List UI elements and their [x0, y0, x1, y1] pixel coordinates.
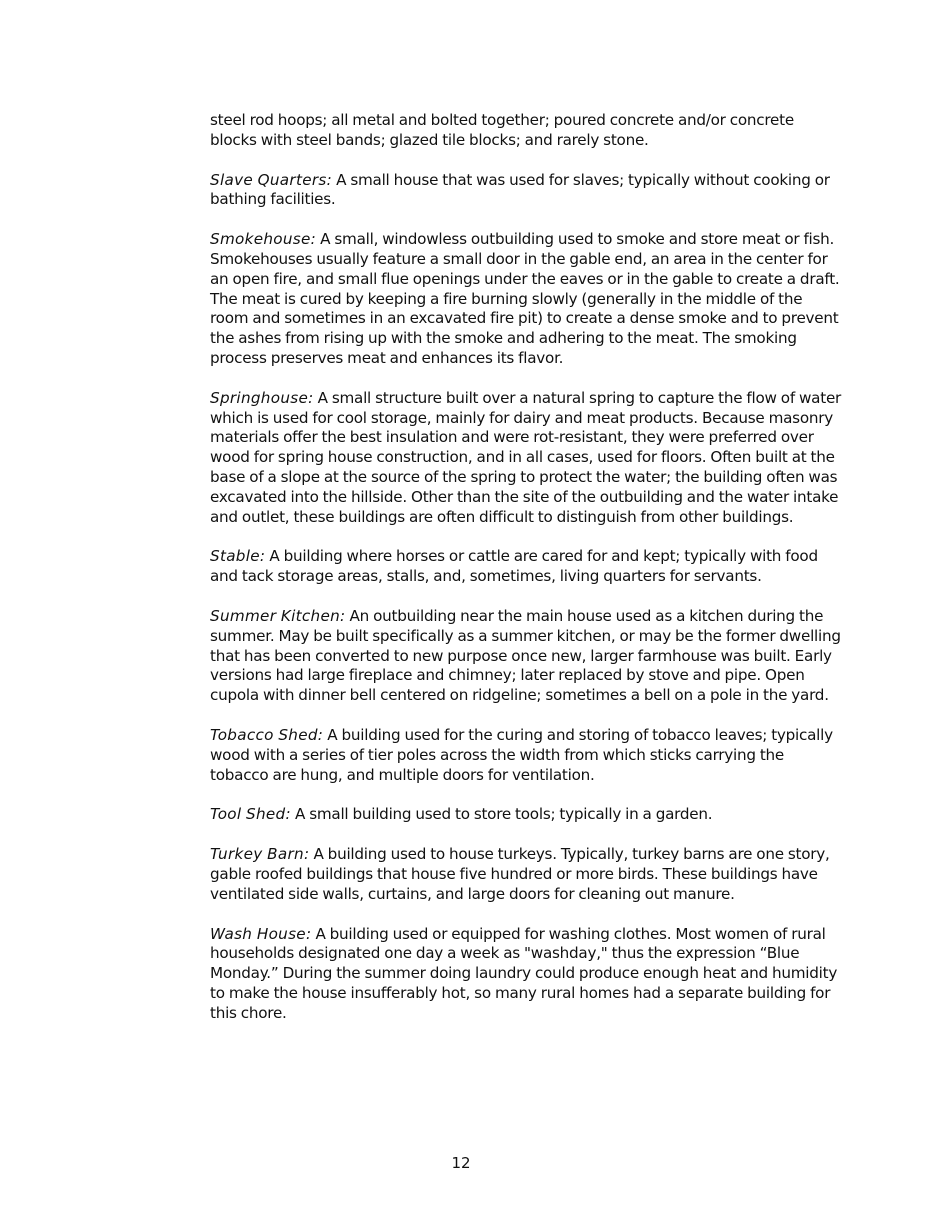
glossary-term: Slave Quarters: [210, 170, 333, 189]
glossary-term: Summer Kitchen: [210, 606, 346, 625]
glossary-entry-tobacco-shed [210, 726, 842, 785]
glossary-entry-tool-shed [210, 805, 842, 825]
intro-paragraph: steel rod hoops; all metal and bolted together; poured concrete and/or concrete blocks with steel bands; glazed tile blocks; and rarely stone. [210, 111, 794, 149]
glossary-definition: A small house that was used for slaves; typically without cooking or bathing facilities. [210, 170, 830, 209]
page-body [210, 111, 842, 1043]
glossary-term: Stable: [210, 547, 266, 566]
glossary-definition: An outbuilding near the main house used as a kitchen during the summer. May be built specifically as a summer kitchen, or may be the former dwelling that has been converted to new purpose once new, larger farmhouse was built. Early versions had large fireplace and chimney; later replaced by stove and pipe. Open cupola with dinner bell centered on ridgeline; sometimes a bell on a pole in the yard. [210, 606, 841, 705]
glossary-entry-slave-quarters [210, 171, 842, 211]
glossary-definition: A building used or equipped for washing clothes. Most women of rural households designated one day a week as "washday," thus the expression “Blue Monday.” During the summer doing laundry could produce enough heat and humidity to make the house insufferably hot, so many rural homes had a separate building for this chore. [210, 924, 838, 1022]
glossary-entry-springhouse [210, 389, 842, 528]
glossary-term: Turkey Barn: [210, 845, 310, 864]
glossary-definition: A small, windowless outbuilding used to smoke and store meat or fish. Smokehouses usually feature a small door in the gable end, an area in the center for an open fire, and small flue openings under the eaves or in the gable to create a draft. The meat is cured by keeping a fire burning slowly (generally in the middle of the room and sometimes in an excavated fire pit) to create a dense smoke and to prevent the ashes from rising up with the smoke and adhering to the meat. The smoking process preserves meat and enhances its flavor. [210, 230, 840, 367]
glossary-term: Wash House: [210, 924, 312, 943]
glossary-entry-turkey-barn [210, 845, 842, 904]
glossary-entry-wash-house [210, 925, 842, 1024]
glossary-definition: A building used to house turkeys. Typically, turkey barns are one story, gable roofed buildings that house five hundred or more birds. These buildings have ventilated side walls, curtains, and large doors for cleaning out manure. [210, 845, 830, 903]
glossary-entry-summer-kitchen [210, 607, 842, 706]
page-number: 12 [451, 1154, 471, 1172]
glossary-definition: A small structure built over a natural spring to capture the flow of water which is used for cool storage, mainly for dairy and meat products. Because masonry materials offer the best insulation and were rot-resistant, they were preferred over wood for spring house construction, and in all cases, used for floors. Often built at the base of a slope at the source of the spring to protect the water; the building often was excavated into the hillside. Other than the site of the outbuilding and the water intake and outlet, these buildings are often difficult to distinguish from other buildings. [210, 388, 842, 526]
glossary-term: Tobacco Shed: [210, 725, 324, 744]
glossary-definition: A building used for the curing and storing of tobacco leaves; typically wood with a series of tier poles across the width from which sticks carrying the tobacco are hung, and multiple doors for ventilation. [210, 725, 833, 784]
glossary-term: Springhouse: [210, 388, 314, 407]
glossary-term: Smokehouse: [210, 230, 317, 249]
glossary-term: Tool Shed: [210, 805, 291, 824]
glossary-entry-stable [210, 547, 842, 587]
glossary-entry-smokehouse [210, 230, 842, 369]
glossary-definition: A small building used to store tools; typically in a garden. [290, 805, 713, 824]
glossary-definition: A building where horses or cattle are cared for and kept; typically with food and tack storage areas, stalls, and, sometimes, living quarters for servants. [210, 547, 818, 586]
